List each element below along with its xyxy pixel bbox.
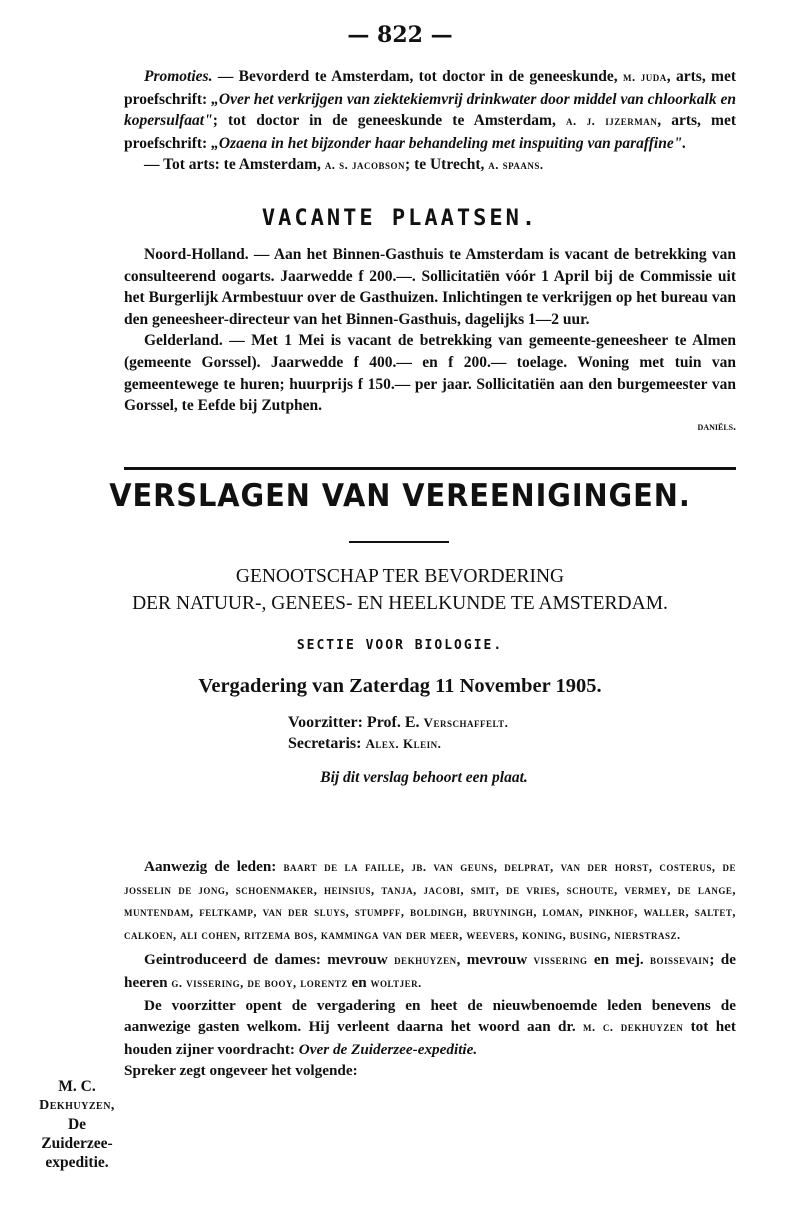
promoties-label: Promoties. (144, 68, 213, 85)
spreker-line: Spreker zegt ongeveer het volgende: (124, 1062, 358, 1080)
aanwezig-paragraph: Aanwezig de leden: baart de la faille, jb. van geuns, delprat, van der horst, costerus, de josselin de jong, schoenmaker, heinsius, tanja, jacobi, smit, de vries, schoute, vermey, de lange, muntendam, feltkamp, van der sluys, stumpff, boldingh, bruyningh, loman, pinkhof, waller, saltet, calkoen, ali cohen, ritzema bos, kamminga van der meer, weevers, koning, busing, nierstrasz. (124, 858, 736, 942)
officers: Voorzitter: Prof. E. Verschaffelt. Secretaris: Alex. Klein. (288, 714, 509, 752)
secretaris-name: Alex. Klein. (365, 736, 442, 751)
vacante-noord-holland: Noord-Holland. — Aan het Binnen-Gasthuis te Amsterdam is vacant de betrekking van consulteerend oogarts. Jaarwedde f 200.—. Sollicitatiën vóór 1 April bij de Commissie uit het Burgerlijk Armbestuur over de Gasthuizen. Inlichtingen te verkrijgen op het bureau van den geneesheer-directeur van het Binnen-Gasthuis, dagelijks 1—2 uur. (124, 246, 736, 328)
geintroduceerd-paragraph: Geintroduceerd de dames: mevrouw dekhuyzen, mevrouw vissering en mej. boissevain; de heeren g. vissering, de booy, lorentz en woltjer. (124, 951, 736, 991)
vacante-gelderland: Gelderland. — Met 1 Mei is vacant de betrekking van gemeente-geneesheer te Almen (gemeente Gorssel). Jaarwedde f 400.— en f 200.— toelage. Woning met tuin van gemeentewege te huren; huurprijs f 150.— per jaar. Sollicitatiën aan den burgemeester van Gorssel, te Eefde bij Zutphen. (124, 332, 736, 415)
margin-note: M. C. Dekhuyzen, De Zuiderzee- expeditie. (39, 1078, 115, 1171)
report-body (124, 856, 736, 1082)
page-number: — 822 — (347, 22, 453, 48)
opening-paragraph: De voorzitter opent de vergadering en heet de nieuwbenoemde leden benevens de aanwezige gasten welkom. Hij verleent daarna het woord aan dr. m. c. dekhuyzen tot het houden zijner voordracht: Over de Zuiderzee-expeditie. (124, 996, 736, 1058)
signature: daniëls. (697, 420, 736, 433)
vacante-heading: VACANTE PLAATSEN. (261, 206, 539, 231)
promoties-section: Promoties. — Bevorderd te Amsterdam, tot doctor in de geneeskunde, m. juda, arts, met proefschrift: „Over het verkrijgen van ziektekiemvrij drinkwater door middel van chloorkalk en kopersulfaat"; tot doctor in de geneeskunde te Amsterdam, a. j. ijzerman, arts, met proefschrift: „Ozaena in het bijzonder haar behandeling met inspuiting van paraffine". — Tot arts: te Amsterdam, a. s. jacobson; te Utrecht, a. spaans. (124, 68, 736, 174)
section-rule (124, 467, 736, 470)
voorzitter-name: Verschaffelt. (423, 715, 509, 730)
plaat-note: Bij dit verslag behoort een plaat. (320, 769, 528, 786)
member-list: baart de la faille, jb. van geuns, delprat, van der horst, costerus, de josselin de jong, schoenmaker, heinsius, tanja, jacobi, smit, de vries, schoute, vermey, de lange, muntendam, feltkamp, van der sluys, stumpff, boldingh, bruyningh, loman, pinkhof, waller, saltet, calkoen, ali cohen, ritzema bos, kamminga van der meer, weevers, koning, busing, nierstrasz. (124, 860, 736, 942)
genootschap-line2: DER NATUUR-, GENEES- EN HEELKUNDE TE AMSTERDAM. (132, 593, 668, 614)
verslagen-heading: VERSLAGEN VAN VEREENIGINGEN. (109, 478, 691, 514)
short-rule (349, 541, 449, 543)
vergadering-heading: Vergadering van Zaterdag 11 November 1905. (198, 675, 602, 697)
sectie-heading: SECTIE VOOR BIOLOGIE. (296, 638, 504, 653)
vacante-section (124, 244, 736, 438)
genootschap-line1: GENOOTSCHAP TER BEVORDERING (235, 566, 565, 587)
